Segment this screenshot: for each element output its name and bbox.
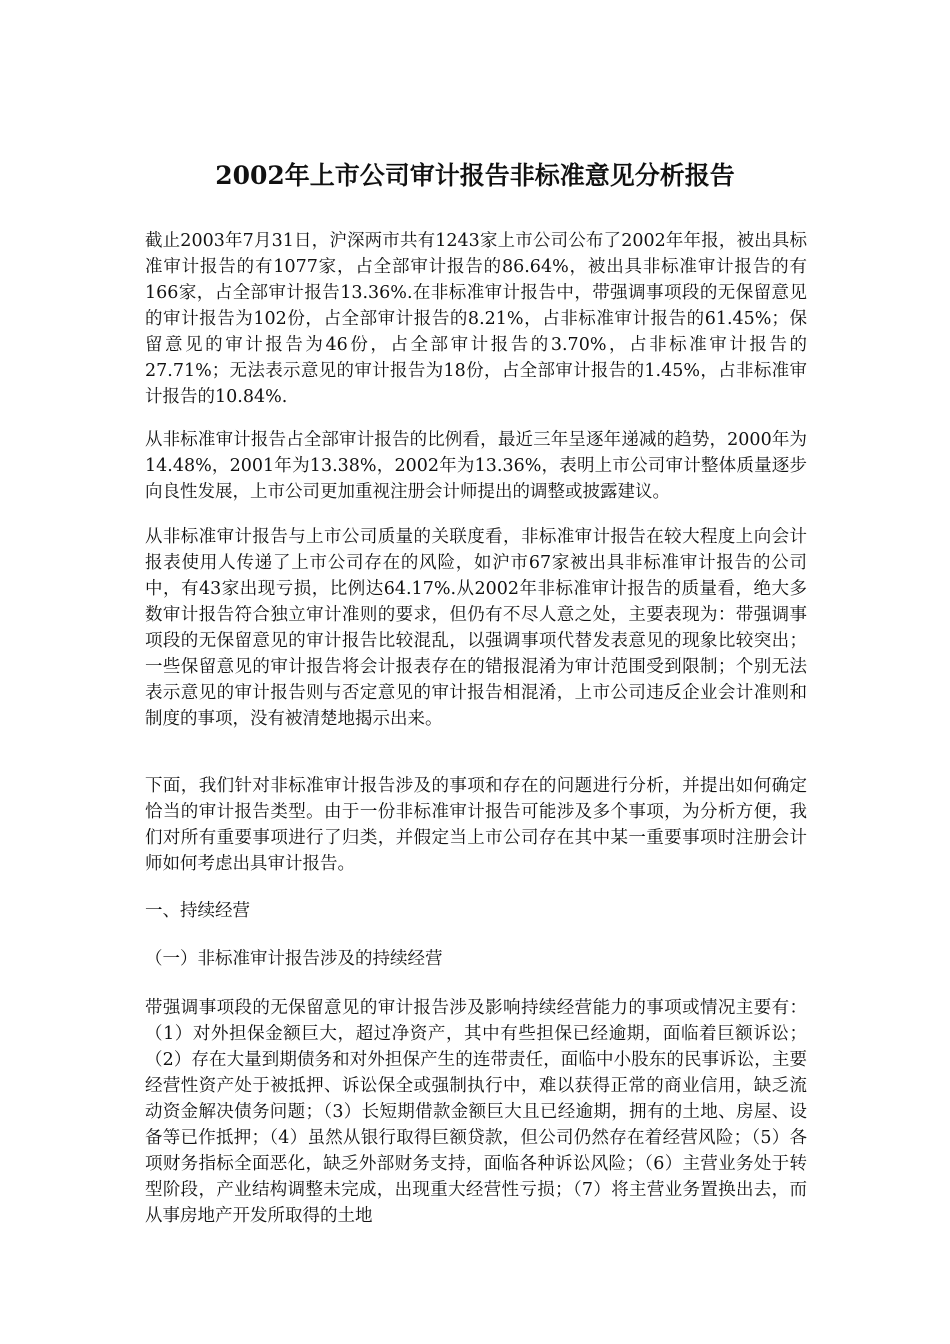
section-heading: 一、持续经营 (145, 901, 250, 921)
paragraph-going-concern: 带强调事项段的无保留意见的审计报告涉及影响持续经营能力的事项或情况主要有：（1）对外担保金额巨大，超过净资产，其中有些担保已经逾期，面临着巨额诉讼；（2）存在大量到期债务和对外担保产生的连带责任，面临中小股东的民事诉讼，主要经营性资产处于被抵押、诉讼保全或强制执行中，难以获得正常的商业信用，缺乏流动资金解决债务问题；（3）长短期借款金额巨大且已经逾期，拥有的土地、房屋、设备等已作抵押；（4）虽然从银行取得巨额贷款，但公司仍然存在着经营风险；（5）各项财务指标全面恶化，缺乏外部财务支持，面临各种诉讼风险；（6）主营业务处于转型阶段，产业结构调整未完成，出现重大经营性亏损；（7）将主营业务置换出去，而从事房地产开发所取得的土地 (145, 998, 807, 1226)
paragraph-intro: 下面，我们针对非标准审计报告涉及的事项和存在的问题进行分析，并提出如何确定恰当的审计报告类型。由于一份非标准审计报告可能涉及多个事项，为分析方便，我们对所有重要事项进行了归类，并假定当上市公司存在其中某一重要事项时注册会计师如何考虑出具审计报告。 (145, 776, 807, 874)
paragraph-quality: 从非标准审计报告与上市公司质量的关联度看，非标准审计报告在较大程度上向会计报表使用人传递了上市公司存在的风险，如沪市67家被出具非标准审计报告的公司中，有43家出现亏损，比例达64.17%.从2002年非标准审计报告的质量看，绝大多数审计报告符合独立审计准则的要求，但仍有不尽人意之处，主要表现为：带强调事项段的无保留意见的审计报告比较混乱，以强调事项代替发表意见的现象比较突出；一些保留意见的审计报告将会计报表存在的错报混淆为审计范围受到限制；个别无法表示意见的审计报告则与否定意见的审计报告相混淆，上市公司违反企业会计准则和制度的事项，没有被清楚地揭示出来。 (145, 527, 807, 729)
paragraph-summary: 截止2003年7月31日，沪深两市共有1243家上市公司公布了2002年年报，被出具标准审计报告的有1077家，占全部审计报告的86.64%，被出具非标准审计报告的有166家，占全部审计报告13.36%.在非标准审计报告中，带强调事项段的无保留意见的审计报告为102份，占全部审计报告的8.21%，占非标准审计报告的61.45%；保留意见的审计报告为46份，占全部审计报告的3.70%，占非标准审计报告的27.71%；无法表示意见的审计报告为18份，占全部审计报告的1.45%，占非标准审计报告的10.84%. (145, 231, 807, 407)
subsection-heading: （一）非标准审计报告涉及的持续经营 (145, 949, 443, 969)
paragraph-trend: 从非标准审计报告占全部审计报告的比例看，最近三年呈逐年递减的趋势，2000年为14.48%，2001年为13.38%，2002年为13.36%，表明上市公司审计整体质量逐步向良性发展，上市公司更加重视注册会计师提出的调整或披露建议。 (145, 430, 807, 502)
document-title: 2002年上市公司审计报告非标准意见分析报告 (215, 161, 735, 190)
